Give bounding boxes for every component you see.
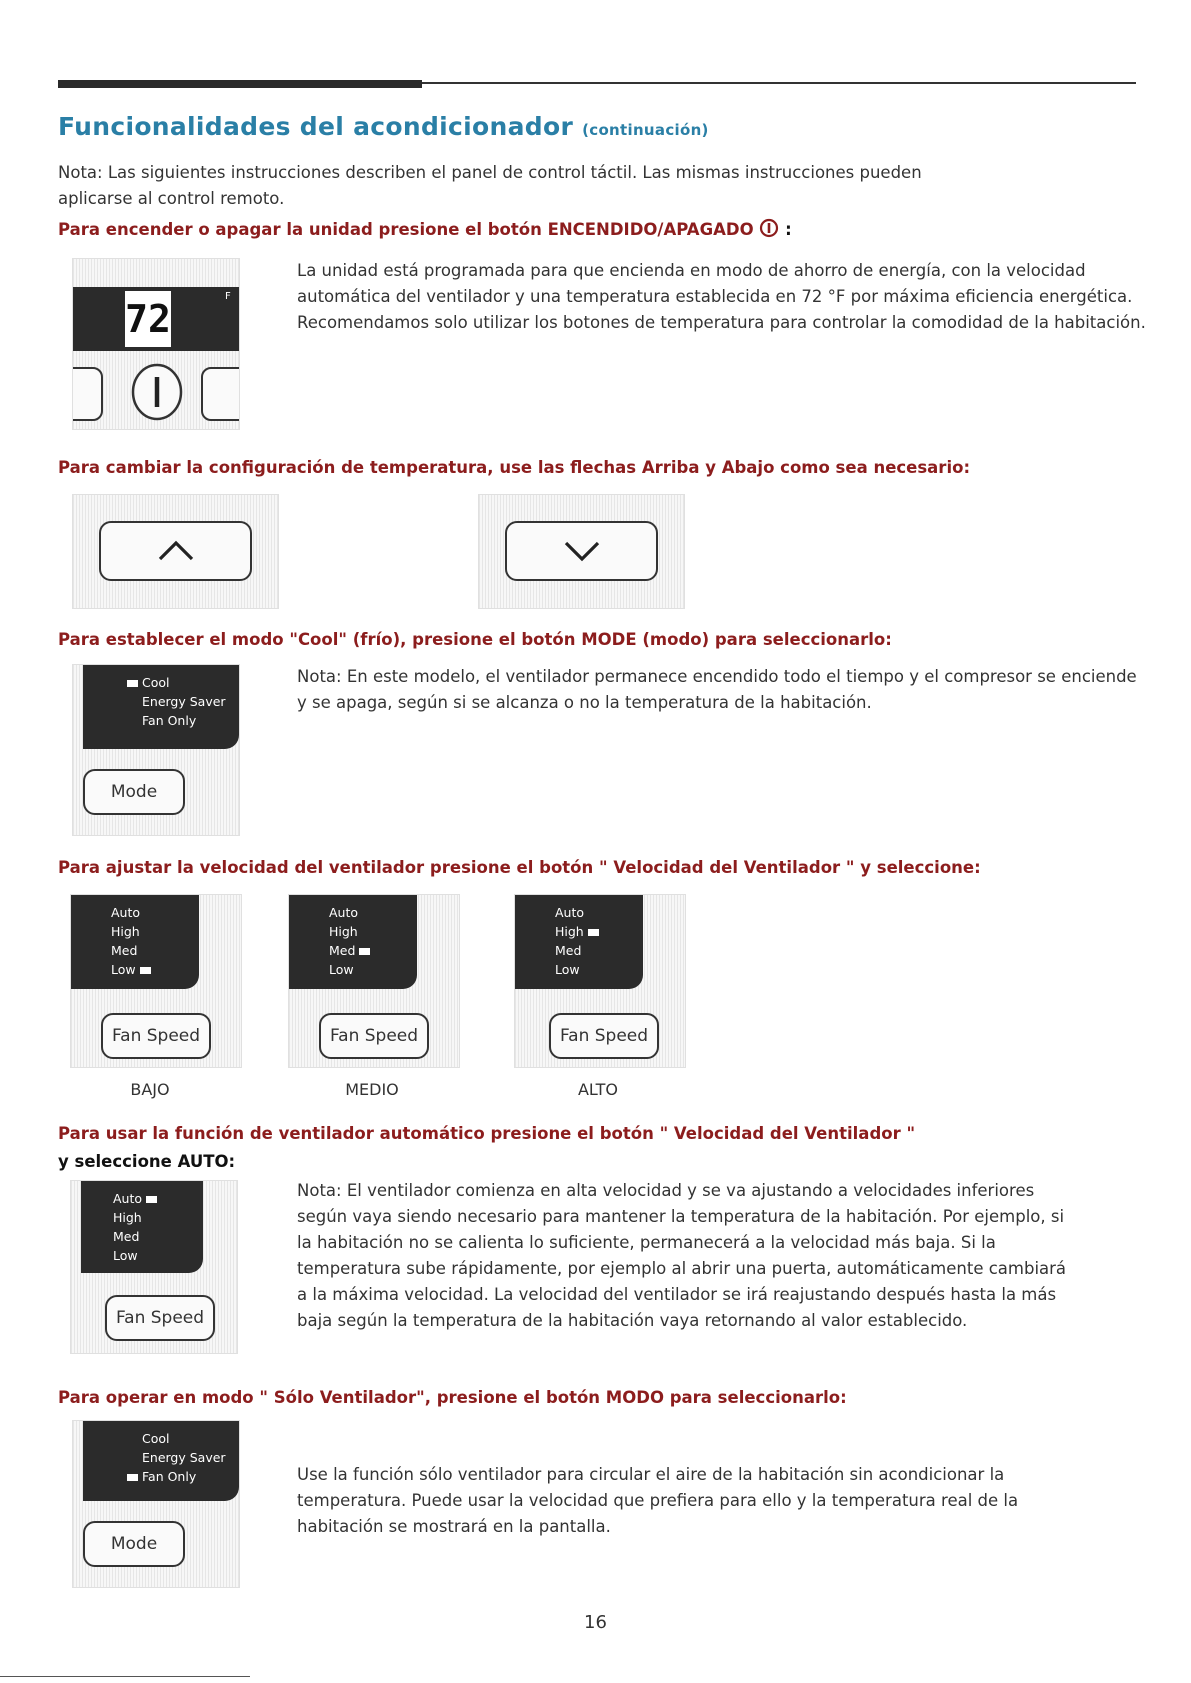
fan-speed-med-panel xyxy=(288,894,460,1068)
cool-mode-panel xyxy=(72,664,240,836)
mode-button-fan-only[interactable]: Mode xyxy=(83,1521,185,1567)
intro-note: Nota: Las siguientes instrucciones describen el panel de control táctil. Las mismas instrucciones pueden aplicarse al control remoto. xyxy=(58,163,922,208)
selected-indicator xyxy=(588,929,599,936)
page-title-text: Funcionalidades del acondicionador xyxy=(58,112,574,141)
temperature-readout: 72 xyxy=(125,291,171,347)
page-number: 16 xyxy=(584,1612,607,1633)
chevron-up-icon xyxy=(156,539,196,563)
up-arrow-button[interactable] xyxy=(99,521,252,581)
power-icon xyxy=(759,218,779,238)
fan-speed-low-panel xyxy=(70,894,242,1068)
fan-speed-display-med: Auto High Med Low xyxy=(289,895,417,989)
up-button-panel xyxy=(72,494,279,609)
selected-indicator xyxy=(146,1196,157,1203)
bottom-rule xyxy=(0,1676,250,1677)
fan-speed-display-auto: Auto High Med Low xyxy=(81,1181,203,1273)
fan-speed-button-high[interactable]: Fan Speed xyxy=(549,1013,659,1059)
temperature-unit: F xyxy=(225,291,231,302)
fan-speed-heading: Para ajustar la velocidad del ventilador presione el botón " Velocidad del Ventilador " y seleccione: xyxy=(58,858,981,877)
caption-med: MEDIO xyxy=(345,1080,399,1099)
auto-fan-description: Nota: El ventilador comienza en alta velocidad y se va ajustando a velocidades inferiores según vaya siendo necesario para mantener la temperatura de la habitación. Por ejemplo, si la habitación no se calienta lo suficiente, permanecerá a la velocidad más baja. Si la temperatura sube rápidamente, por ejemplo al abrir una puerta, automáticamente cambiará a la máxima velocidad. La velocidad del ventilador se irá reajustando después hasta la más baja según la temperatura de la habitación vaya retornando al valor establecido. xyxy=(297,1181,1067,1330)
mode-display-fan-only: Cool Energy Saver Fan Only xyxy=(83,1421,239,1501)
down-button-panel xyxy=(478,494,685,609)
mode-option-energy-saver: Energy Saver xyxy=(142,694,226,709)
top-rule-accent xyxy=(58,80,422,88)
fan-speed-display-low: Auto High Med Low xyxy=(71,895,199,989)
fan-only-panel xyxy=(72,1420,240,1588)
temperature-display xyxy=(73,287,239,351)
caption-high: ALTO xyxy=(577,1080,619,1099)
selected-indicator xyxy=(359,948,370,955)
power-panel-image xyxy=(72,258,240,430)
fan-only-heading: Para operar en modo " Sólo Ventilador", presione el botón MODO para seleccionarlo: xyxy=(58,1388,847,1407)
selected-indicator xyxy=(127,680,138,687)
cool-mode-description: Nota: En este modelo, el ventilador permanece encendido todo el tiempo y el compresor se enciende y se apaga, según si se alcanza o no la temperatura de la habitación. xyxy=(297,667,1137,712)
adjacent-button-left xyxy=(72,367,103,421)
power-button[interactable] xyxy=(130,362,184,422)
auto-fan-panel xyxy=(70,1180,238,1354)
selected-indicator xyxy=(127,1474,138,1481)
power-description: La unidad está programada para que encienda en modo de ahorro de energía, con la velocidad automática del ventilador y una temperatura establecida en 72 °F por máxima eficiencia energética. Recomendamos solo utilizar los botones de temperatura para controlar la comodidad de la habitación. xyxy=(297,261,1146,332)
fan-speed-button-med[interactable]: Fan Speed xyxy=(319,1013,429,1059)
auto-fan-heading-line2: y seleccione AUTO: xyxy=(58,1152,236,1171)
power-heading xyxy=(58,218,792,239)
temperature-heading: Para cambiar la configuración de temperatura, use las flechas Arriba y Abajo como sea necesario: xyxy=(58,458,971,477)
caption-low: BAJO xyxy=(130,1080,170,1099)
fan-speed-high-panel xyxy=(514,894,686,1068)
mode-option-fan-only: Fan Only xyxy=(142,713,197,728)
selected-indicator xyxy=(140,967,151,974)
cool-mode-heading: Para establecer el modo "Cool" (frío), presione el botón MODE (modo) para seleccionarlo: xyxy=(58,630,892,649)
fan-speed-button-low[interactable]: Fan Speed xyxy=(101,1013,211,1059)
mode-option-cool: Cool xyxy=(123,673,239,692)
fan-speed-display-high: Auto High Med Low xyxy=(515,895,643,989)
down-arrow-button[interactable] xyxy=(505,521,658,581)
auto-fan-heading-line1: Para usar la función de ventilador automático presione el botón " Velocidad del Ventilador " xyxy=(58,1124,916,1143)
power-heading-text: Para encender o apagar la unidad presione el botón ENCENDIDO/APAGADO xyxy=(58,220,754,239)
fan-speed-button-auto[interactable]: Fan Speed xyxy=(105,1295,215,1341)
adjacent-button-right xyxy=(201,367,240,421)
page-title-suffix: (continuación) xyxy=(582,121,709,139)
mode-display xyxy=(83,665,239,749)
power-heading-end: : xyxy=(785,220,792,239)
page-title xyxy=(58,112,709,141)
fan-only-description: Use la función sólo ventilador para circular el aire de la habitación sin acondicionar la temperatura. Puede usar la velocidad que prefiera para ello y la temperatura real de la habitación se mostrará en la pantalla. xyxy=(297,1465,1019,1536)
mode-button[interactable]: Mode xyxy=(83,769,185,815)
chevron-down-icon xyxy=(562,539,602,563)
